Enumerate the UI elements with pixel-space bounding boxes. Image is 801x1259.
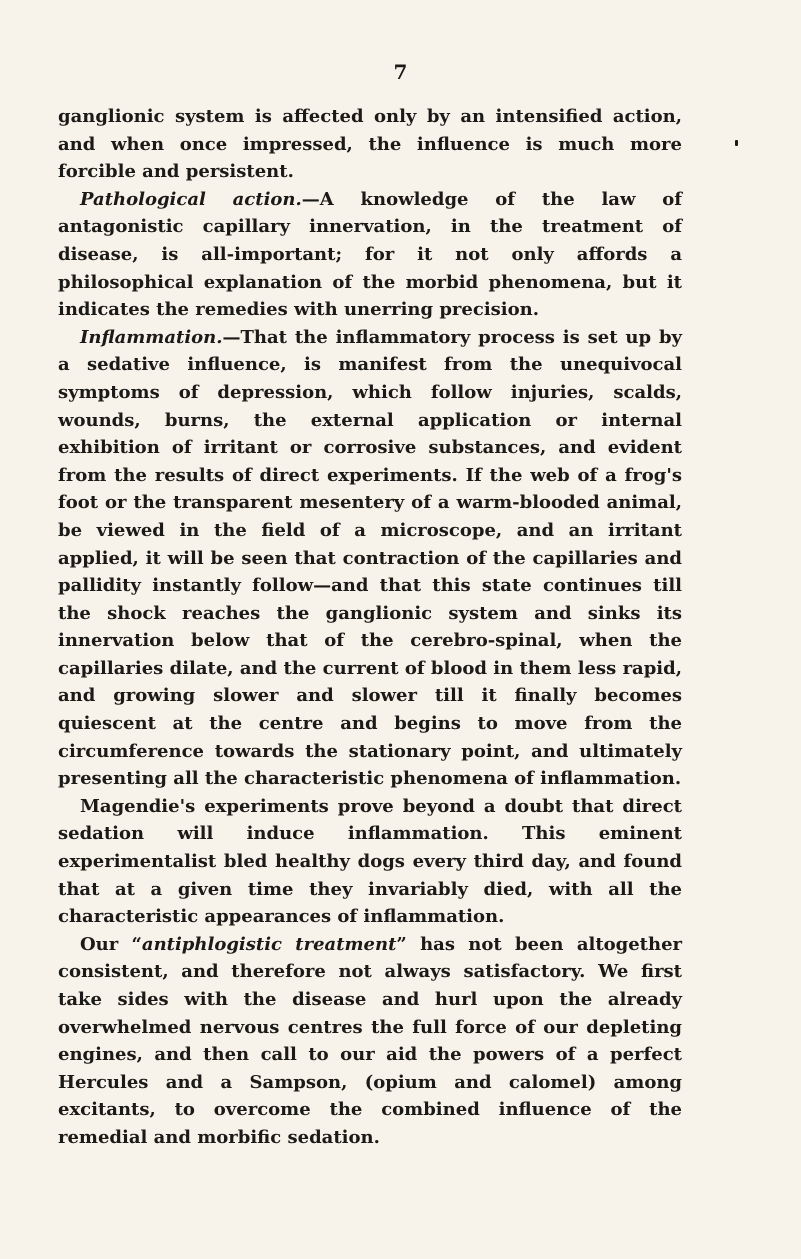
paragraph-text: —That the inflammatory process is set up by a sedative influence, is manifest from the unequivocal symptoms of depression, which follow injuries, scalds, wounds, burns, the external application or internal exhibition of irritant or corrosive substances, and evident from the results of direct experiments. If the web of a frog's foot or the transparent mesentery of a warm-blooded animal, be viewed in the field of a microscope, and an irritant applied, it will be seen that contraction of the capillaries and pallidity instantly follow—and that this state continues till the shock reaches the ganglionic system and sinks its innervation below that of the cerebro-spinal, when the capillaries dilate, and the current of blood in them less rapid, and growing slower and slower till it finally becomes quiescent at the centre and begins to move from the circumference towards the stationary point, and ultimately presenting all the characteristic phenomena of inflammation. <box>58 326 682 790</box>
section-heading-pathological-action: Pathological action. <box>80 188 302 210</box>
page-number: 7 <box>393 60 408 84</box>
paragraph-text: —A knowledge of the law of antagonistic capillary innervation, in the treatment of disease, is all-important; for it not only affords a philosophical explanation of the morbid phenomena, but it indicates the remedies with unerring precision. <box>58 188 682 321</box>
paragraph-antiphlogistic <box>58 931 682 1152</box>
paragraph-inflammation <box>58 324 682 793</box>
paragraph-magendie <box>58 793 682 931</box>
paragraph-text: ganglionic system is affected only by an intensified action, and when once impressed, the influence is much more forcible and persistent. <box>58 106 682 183</box>
emphasis-antiphlogistic-treatment: antiphlogistic treatment <box>141 933 397 955</box>
paragraph-text: Magendie's experiments prove beyond a doubt that direct sedation will induce inflammation. This eminent experimentalist bled healthy dogs every third day, and found that at a given time they invariably died, with all the characteristic appearances of inflammation. <box>58 795 682 928</box>
section-heading-inflammation: Inflammation. <box>80 326 223 348</box>
paragraph-continuation <box>58 103 682 186</box>
paragraph-pathological-action <box>58 186 682 324</box>
paragraph-text-before: Our “ <box>80 933 142 955</box>
paragraph-text-after: ” has not been altogether consistent, and therefore not always satisfactory. We first take sides with the disease and hurl upon the already overwhelmed nervous centres the full force of our depleting engines, and then call to our aid the powers of a perfect Hercules and a Sampson, (opium and calomel) among excitants, to overcome the combined influence of the remedial and morbific sedation. <box>58 933 683 1148</box>
margin-mark <box>735 140 738 146</box>
body-text <box>58 103 682 1152</box>
